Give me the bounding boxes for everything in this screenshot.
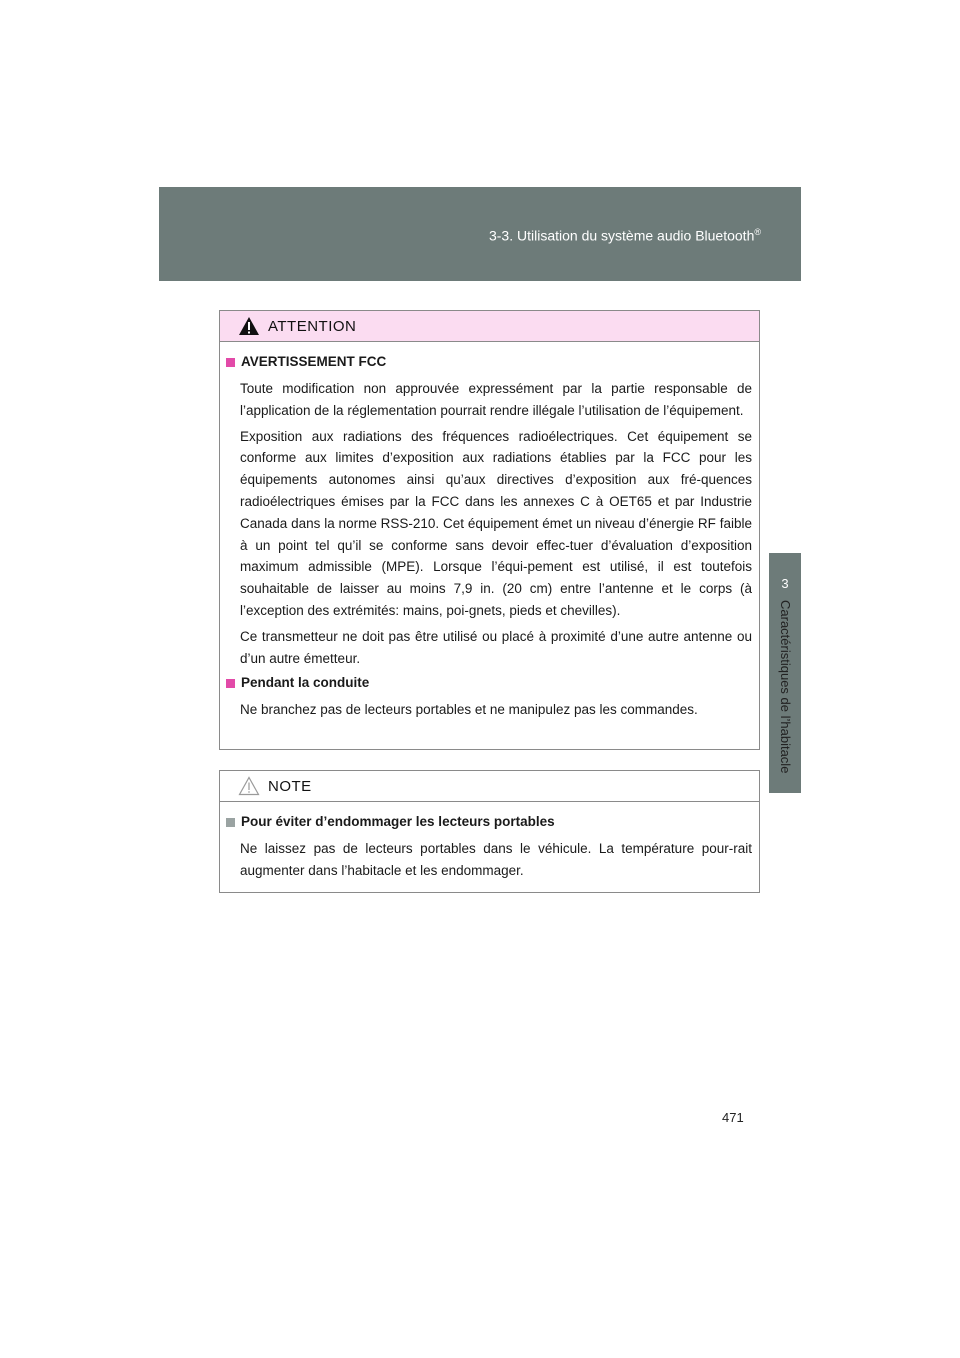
warning-triangle-filled-icon [238,316,260,336]
attention-body [220,342,759,721]
paragraph: Ne branchez pas de lecteurs portables et ne manipulez pas les commandes. [240,702,698,718]
section-title: AVERTISSEMENT FCC [226,352,752,372]
attention-header [220,311,759,342]
header-band [159,187,801,281]
page-number: 471 [722,1110,744,1125]
square-bullet-icon [226,679,235,688]
square-bullet-icon [226,358,235,367]
note-box [219,770,760,893]
square-bullet-icon [226,818,235,827]
paragraph: Toute modification non approuvée expressément par la partie responsable de l’application de la réglementation pourrait rendre illégale l’utilisation de l’équipement. [240,381,752,418]
chapter-label: Caractéristiques de l’habitacle [778,600,793,774]
note-heading: NOTE [268,777,312,795]
section-title: Pour éviter d’endommager les lecteurs portables [226,812,752,832]
paragraph: Exposition aux radiations des fréquences radioélectriques. Cet équipement se conforme aux limites d’exposition aux radiations établies par la FCC pour les équipements autonomes ainsi qu’aux directives d’exposition aux fré-quences radioélectriques émises par la FCC dans les annexes C à OET65 et par Industrie Canada dans la norme RSS-210. Cet équipement émet un niveau d’énergie RF faible à un point tel qu’il se conforme sans devoir effec-tuer d’évaluation d’exposition maximum admissible (MPE). Lorsque l’équi-pement est utilisé, il est toutefois souhaitable de laisser au moins 7,9 in. (20 cm) entre l’antenne et le corps (à l’exception des extrémités: mains, poi-gnets, pieds et chevilles). [240,428,752,618]
chapter-number: 3 [781,576,789,591]
warning-triangle-outline-icon [238,776,260,796]
note-body [220,802,759,882]
section-title: Pendant la conduite [226,673,752,693]
attention-box [219,310,760,750]
section-header-title: 3-3. Utilisation du système audio Bluetooth® [488,227,761,244]
paragraph: Ne laissez pas de lecteurs portables dans le véhicule. La température pour-rait augmenter dans l’habitacle et les endommager. [240,841,752,878]
note-header [220,771,759,802]
paragraph: Ce transmetteur ne doit pas être utilisé ou placé à proximité d’une autre antenne ou d’un autre émetteur. [240,628,752,666]
attention-heading: ATTENTION [268,317,357,335]
